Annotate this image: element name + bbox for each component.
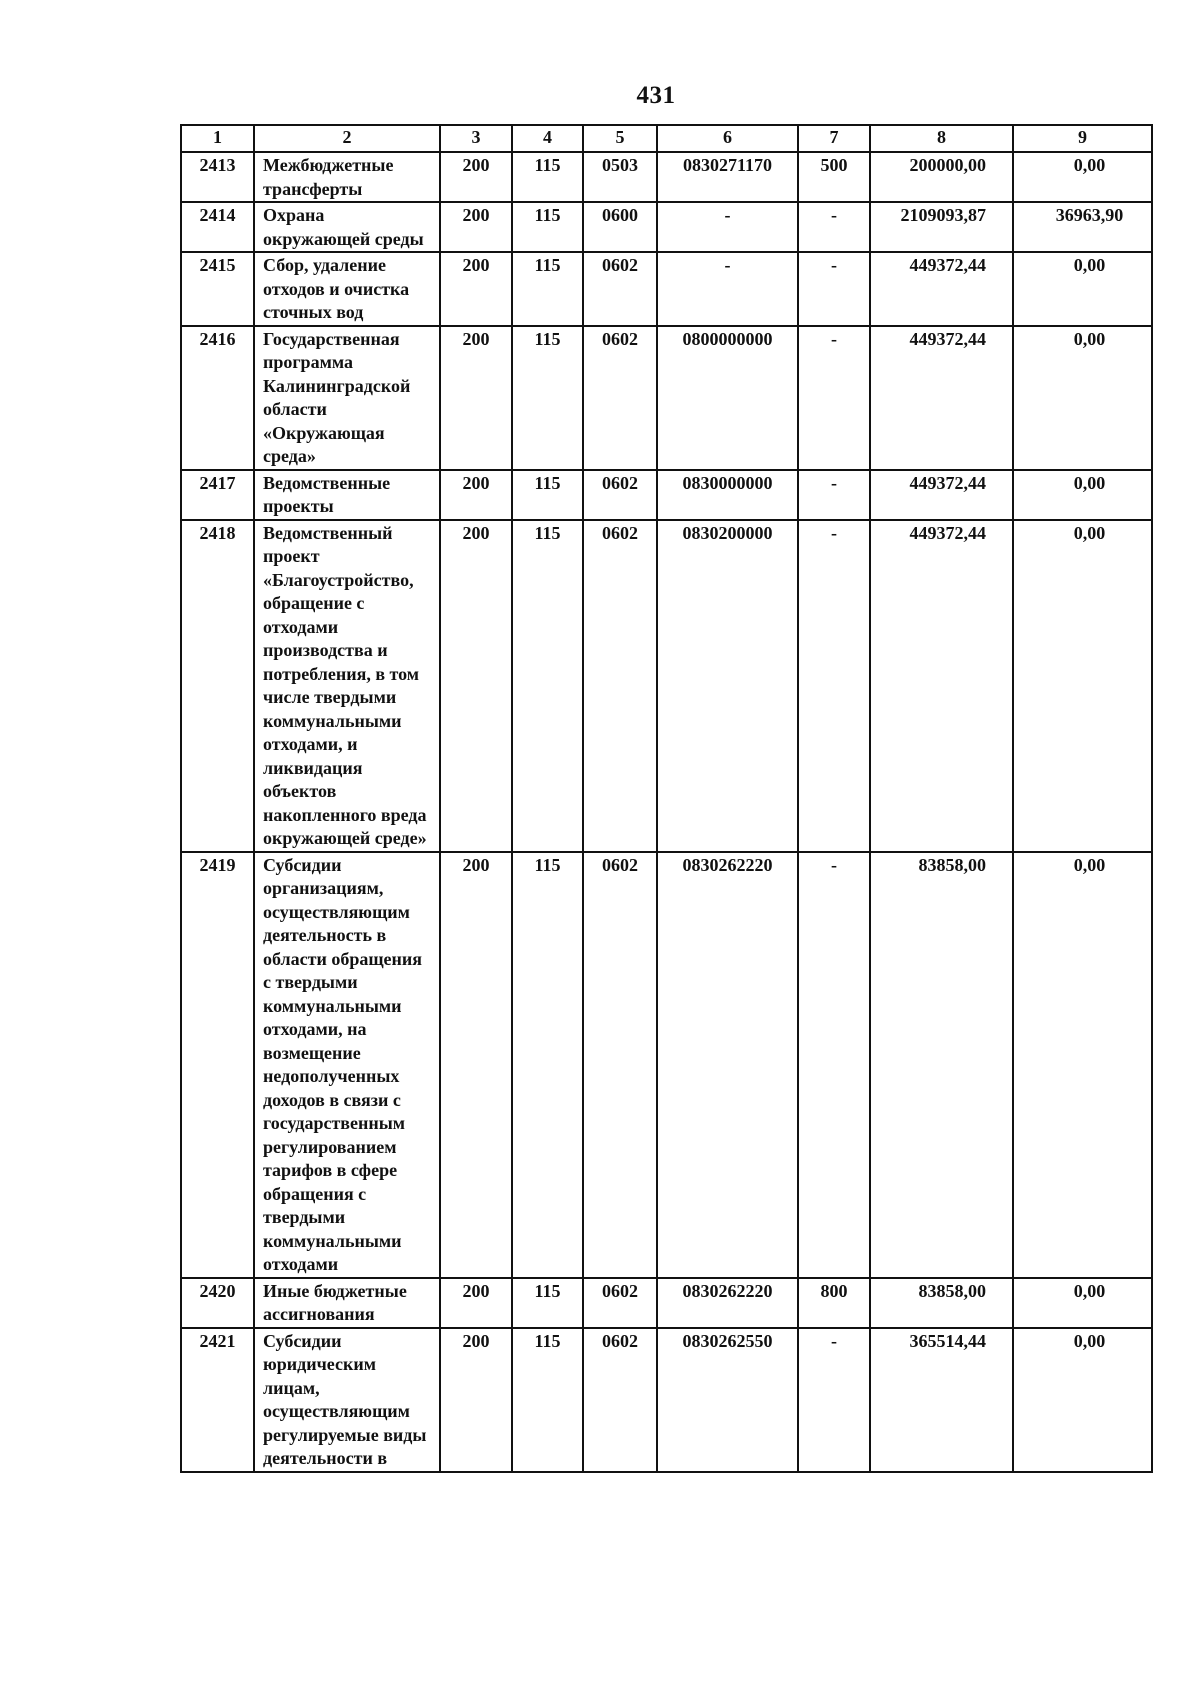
cell-col4: 115 <box>512 326 583 470</box>
row-name: Субсидии организациям, осуществляющим деятельность в области обращения с твердыми коммунальными отходами, на возмещение недополученных доходов в связи с государственным регулированием тарифов в сфере обращения с твердыми коммунальными отходами <box>254 852 440 1278</box>
cell-col5: 0602 <box>583 852 657 1278</box>
column-header: 3 <box>440 125 512 152</box>
row-number: 2416 <box>181 326 254 470</box>
page-number: 431 <box>636 82 676 109</box>
cell-col5: 0602 <box>583 252 657 326</box>
row-number: 2418 <box>181 520 254 852</box>
cell-col3: 200 <box>440 470 512 520</box>
cell-col8: 2109093,87 <box>870 202 1013 252</box>
cell-col9: 0,00 <box>1013 470 1152 520</box>
cell-col6: 0830262220 <box>657 1278 798 1328</box>
cell-col5: 0602 <box>583 1278 657 1328</box>
cell-col7: - <box>798 852 870 1278</box>
cell-col8: 365514,44 <box>870 1328 1013 1472</box>
cell-col9: 0,00 <box>1013 252 1152 326</box>
cell-col3: 200 <box>440 252 512 326</box>
cell-col4: 115 <box>512 852 583 1278</box>
cell-col3: 200 <box>440 202 512 252</box>
cell-col7: 800 <box>798 1278 870 1328</box>
column-header: 5 <box>583 125 657 152</box>
cell-col9: 0,00 <box>1013 1278 1152 1328</box>
cell-col8: 449372,44 <box>870 470 1013 520</box>
table-row <box>181 1328 1152 1472</box>
cell-col9: 0,00 <box>1013 520 1152 852</box>
cell-col4: 115 <box>512 470 583 520</box>
row-number: 2421 <box>181 1328 254 1472</box>
row-name: Межбюджетные трансферты <box>254 152 440 202</box>
row-number: 2417 <box>181 470 254 520</box>
cell-col4: 115 <box>512 252 583 326</box>
cell-col4: 115 <box>512 1328 583 1472</box>
row-name: Государственная программа Калининградской области «Окружающая среда» <box>254 326 440 470</box>
row-name: Охрана окружающей среды <box>254 202 440 252</box>
cell-col5: 0602 <box>583 1328 657 1472</box>
row-number: 2419 <box>181 852 254 1278</box>
cell-col3: 200 <box>440 1278 512 1328</box>
cell-col4: 115 <box>512 202 583 252</box>
cell-col6: 0830262220 <box>657 852 798 1278</box>
cell-col9: 0,00 <box>1013 1328 1152 1472</box>
cell-col6: 0800000000 <box>657 326 798 470</box>
table-row <box>181 202 1152 252</box>
row-number: 2413 <box>181 152 254 202</box>
cell-col6: 0830271170 <box>657 152 798 202</box>
column-header: 8 <box>870 125 1013 152</box>
cell-col9: 36963,90 <box>1013 202 1152 252</box>
cell-col6: - <box>657 202 798 252</box>
cell-col9: 0,00 <box>1013 326 1152 470</box>
cell-col6: 0830000000 <box>657 470 798 520</box>
cell-col8: 449372,44 <box>870 252 1013 326</box>
cell-col7: 500 <box>798 152 870 202</box>
row-number: 2414 <box>181 202 254 252</box>
cell-col5: 0600 <box>583 202 657 252</box>
table-row <box>181 1278 1152 1328</box>
table-row <box>181 252 1152 326</box>
cell-col8: 83858,00 <box>870 852 1013 1278</box>
cell-col3: 200 <box>440 852 512 1278</box>
cell-col9: 0,00 <box>1013 852 1152 1278</box>
cell-col7: - <box>798 1328 870 1472</box>
row-number: 2420 <box>181 1278 254 1328</box>
table-row <box>181 326 1152 470</box>
cell-col7: - <box>798 520 870 852</box>
cell-col8: 449372,44 <box>870 520 1013 852</box>
row-name: Ведомственный проект «Благоустройство, обращение с отходами производства и потребления, в том числе твердыми коммунальными отходами, и ликвидация объектов накопленного вреда окружающей среде» <box>254 520 440 852</box>
cell-col5: 0602 <box>583 326 657 470</box>
column-header: 1 <box>181 125 254 152</box>
table-row <box>181 520 1152 852</box>
cell-col4: 115 <box>512 1278 583 1328</box>
row-name: Сбор, удаление отходов и очистка сточных вод <box>254 252 440 326</box>
cell-col6: 0830262550 <box>657 1328 798 1472</box>
cell-col7: - <box>798 202 870 252</box>
cell-col8: 83858,00 <box>870 1278 1013 1328</box>
row-name: Ведомственные проекты <box>254 470 440 520</box>
row-name: Субсидии юридическим лицам, осуществляющим регулируемые виды деятельности в <box>254 1328 440 1472</box>
column-header: 9 <box>1013 125 1152 152</box>
cell-col6: - <box>657 252 798 326</box>
cell-col3: 200 <box>440 520 512 852</box>
column-header: 2 <box>254 125 440 152</box>
cell-col4: 115 <box>512 520 583 852</box>
table-row <box>181 152 1152 202</box>
cell-col7: - <box>798 326 870 470</box>
table-row <box>181 470 1152 520</box>
cell-col8: 200000,00 <box>870 152 1013 202</box>
cell-col9: 0,00 <box>1013 152 1152 202</box>
row-number: 2415 <box>181 252 254 326</box>
cell-col3: 200 <box>440 326 512 470</box>
table-row <box>181 852 1152 1278</box>
cell-col5: 0602 <box>583 520 657 852</box>
cell-col7: - <box>798 470 870 520</box>
column-header: 7 <box>798 125 870 152</box>
cell-col3: 200 <box>440 1328 512 1472</box>
row-name: Иные бюджетные ассигнования <box>254 1278 440 1328</box>
table-header-row <box>181 125 1152 152</box>
cell-col8: 449372,44 <box>870 326 1013 470</box>
budget-table <box>180 124 1153 1473</box>
cell-col4: 115 <box>512 152 583 202</box>
column-header: 6 <box>657 125 798 152</box>
cell-col3: 200 <box>440 152 512 202</box>
cell-col7: - <box>798 252 870 326</box>
cell-col6: 0830200000 <box>657 520 798 852</box>
cell-col5: 0503 <box>583 152 657 202</box>
column-header: 4 <box>512 125 583 152</box>
cell-col5: 0602 <box>583 470 657 520</box>
